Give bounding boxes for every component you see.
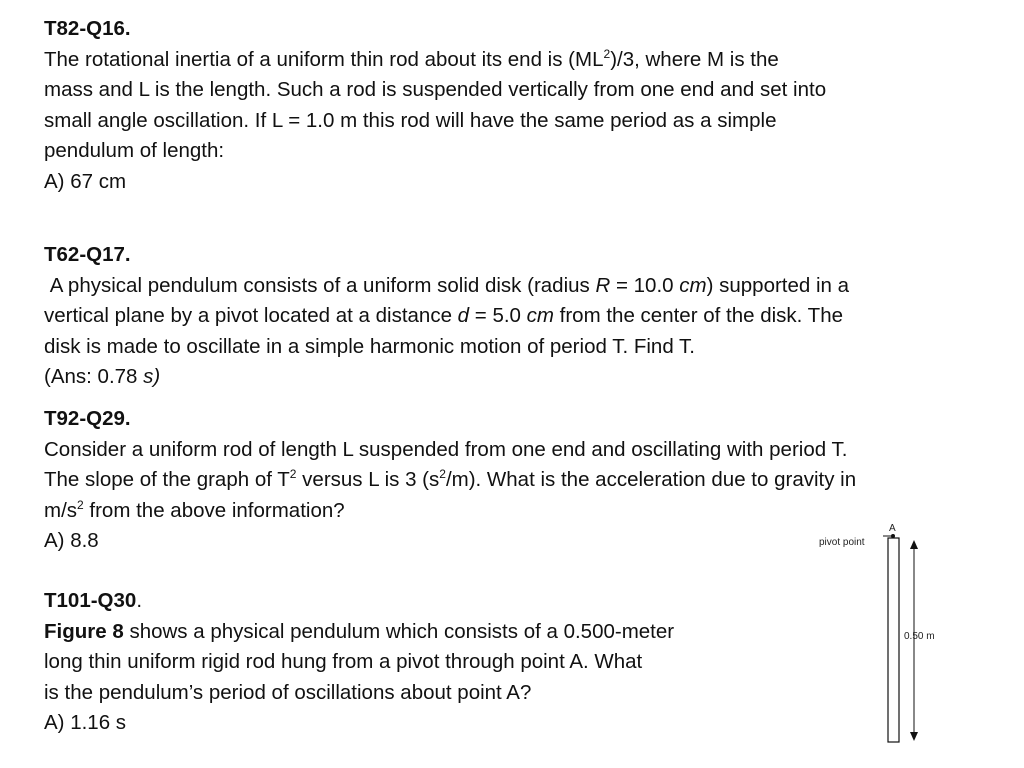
question-t82-q16 xyxy=(44,14,826,197)
question-text-line: small angle oscillation. If L = 1.0 m this rod will have the same period as a simple xyxy=(44,108,777,132)
question-text-line: The rotational inertia of a uniform thin rod about its end is $(ML^2)/3$, where M is the xyxy=(44,46,779,71)
question-text-line: Figure 8 shows a physical pendulum which consists of a 0.500-meter xyxy=(44,619,675,643)
answer: A) 1.16 s xyxy=(44,711,127,734)
question-text-line: pendulum of length: xyxy=(44,139,225,162)
question-text-line: Consider a uniform rod of length L suspended from one end and oscillating with period T. xyxy=(44,437,848,461)
question-text-line: mass and L is the length. Such a rod is suspended vertically from one end and set into xyxy=(44,78,827,101)
question-id: T92-Q29. xyxy=(44,407,131,430)
pendulum-rod-figure xyxy=(810,520,960,760)
answer: A) 67 cm xyxy=(44,169,127,193)
answer: A) 8.8 xyxy=(44,529,99,552)
point-a-label: A xyxy=(889,523,896,534)
question-id: T82-Q16. xyxy=(44,17,131,40)
question-text-line: long thin uniform rigid rod hung from a pivot through point A. What xyxy=(44,650,643,673)
question-t101-q30 xyxy=(44,586,674,739)
question-text-line: disk is made to oscillate in a simple harmonic motion of period T. Find T. xyxy=(44,334,695,358)
rod xyxy=(888,538,899,742)
question-t62-q17 xyxy=(44,240,849,393)
question-t92-q29 xyxy=(44,404,856,557)
figure-reference: Figure 8 xyxy=(44,619,124,643)
answer: (Ans: 0.78 s) xyxy=(44,365,161,388)
question-text-line: vertical plane by a pivot located at a distance d = 5.0 cm from the center of the disk. The xyxy=(44,304,844,327)
length-label: 0.50 m xyxy=(904,631,935,642)
question-text-line: is the pendulum’s period of oscillations about point A? xyxy=(44,680,532,704)
question-text-line: The slope of the graph of $T^2$ versus L is 3 $(s^2/m)$. What is the acceleration due to gravity in xyxy=(44,467,857,491)
question-text-line: A physical pendulum consists of a uniform solid disk (radius R = 10.0 cm) supported in a xyxy=(44,273,850,297)
arrow-down-icon xyxy=(910,732,918,741)
question-id-line: T101-Q30. xyxy=(44,589,143,612)
question-text-line: $m/s^2$ from the above information? xyxy=(44,497,345,522)
question-id: T101-Q30 xyxy=(44,589,137,612)
pivot-point-label: pivot point xyxy=(819,537,865,548)
question-id: T62-Q17. xyxy=(44,243,131,266)
arrow-up-icon xyxy=(910,540,918,549)
